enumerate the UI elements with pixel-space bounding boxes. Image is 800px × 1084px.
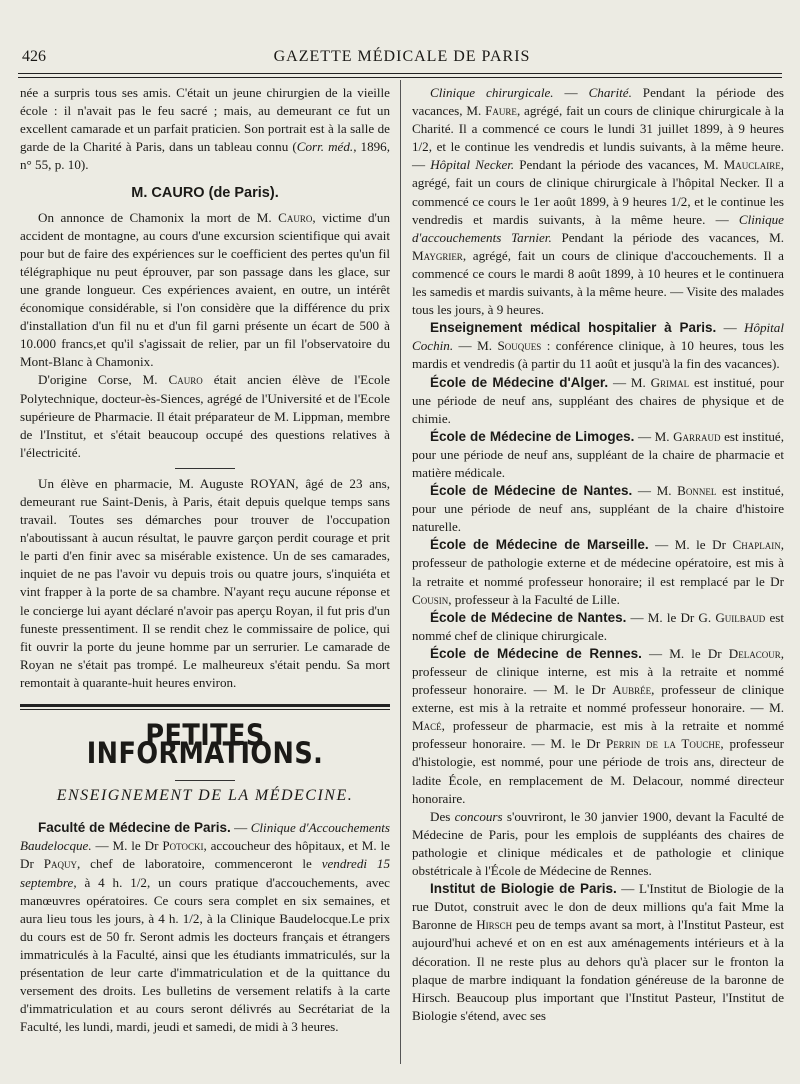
obituary-heading: M. CAURO (de Paris). xyxy=(131,185,279,202)
obituary-paragraph-1: On annonce de Chamonix la mort de M. Cauro, victime d'un accident de montagne, au cours d'une excursion scientifique qui avait pour but de faire des expériences sur le coefficient des pertes qu'un fil télégraphique nu peut éprouver, par son passage dans les glace, sur une grande longueur. Ces expériences avaient, en outre, un intérêt économique considérable, si l'on considère que la différence du prix d'installation d'un fil nu et d'un fil garni présente un écart de 500 à 10.000 francs,et qu'il s'agissait de relier, par un fil l'observatoire du Mont-Blanc à Chamonix. xyxy=(20,209,390,370)
obituary-continuation: née a surpris tous ses amis. C'était un jeune chirurgien de la vieille école : il n'avait pas le feu sacré ; mais, au demeurant ce fut un excellent camarade et un parfait praticien. Son portrait est à la salle de garde de la Charité à Paris, dans un tableau connu (Corr. méd., 1896, n° 55, p. 10). xyxy=(20,85,390,173)
institut-biologie-paragraph: Institut de Biologie de Paris. — L'Institut de Biologie de la rue Dutot, construit avec le don de deux millions qu'a fait Mme la Baronne de Hirsch peu de temps avant sa mort, à l'Institut Pasteur, est aujourd'hui achevé et on en est aux aménagements intérieurs et à la décoration. Il ne reste plus au dehors qu'à placer sur le fronton la plaque de marbre indiquant la fondation généreuse de la baronne de Hirsch. Beaucoup plus important que l'Institut Pasteur, l'Institut de Biologie s'étend, avec ses xyxy=(412,881,785,1023)
obituary-paragraph-2: D'origine Corse, M. Cauro était ancien élève de l'Ecole Polytechnique, docteur-ès-Siences, agrégé de l'Université et de l'Ecole supérieure de Pharmacie. Il était préparateur de M. Lippman, membre de l'Institut, et s'était beaucoup occupé des questions relatives à l'électricité. xyxy=(20,372,390,460)
ecole-alger-paragraph: École de Médecine d'Alger. — M. Grimal est institué, pour une période de neuf ans, suppléant des chaires de physique et de chimie. xyxy=(412,374,784,426)
section-subtitle: ENSEIGNEMENT DE LA MÉDECINE. xyxy=(56,787,354,805)
left-column xyxy=(20,84,390,1036)
ecole-marseille-paragraph: École de Médecine de Marseille. — M. le Dr Chaplain, professeur de pathologie externe et de médecine opératoire, est mis à la retraite et nommé professeur honoraire; il est remplacé par le Dr Cousin, professeur à la Faculté de Lille. xyxy=(412,537,784,607)
page-header xyxy=(22,48,782,74)
right-column xyxy=(412,84,784,1025)
enseignement-hospitalier-paragraph: Enseignement médical hospitalier à Paris. — Hôpital Cochin. — M. Souques : conférence clinique, à 10 heures, tous les mardis et vendredis (à partir du 11 août et jusqu'à la fin des vacances). xyxy=(412,320,784,372)
section-rule-top xyxy=(20,704,390,707)
section-rule-bottom xyxy=(20,709,390,710)
concours-paragraph: Des concours s'ouvriront, le 30 janvier 1900, devant la Faculté de Médecine de Paris, pour les emplois de suppléants des chaires de pathologie et clinique médicales et de pathologie et clinique obstétricale à l'École de Médecine de Rennes. xyxy=(412,808,784,879)
clinique-chirurgicale-paragraph: Clinique chirurgicale. — Charité. Pendant la période des vacances, M. Faure, agrégé, fait un cours de clinique chirurgicale à la Charité. Il a commencé ce cours le lundi 31 juillet 1899, à 9 heures 1/2, et le continue les vendredis et lundis suivants, à la même heure. — Hôpital Necker. Pendant la période des vacances, M. Mauclaire, agrégé, fait un cours de clinique chirurgicale à l'hôpital Necker. Il a commencé ce cours le 1er août 1899, à 9 heures 1/2, et le continue les vendredis et mardis suivants, à la même heure. — Clinique d'accouchements Tarnier. Pendant la période des vacances, M. Maygrier, agrégé, fait un cours de clinique d'accouchements. Il a commencé ce cours le mardi 8 août 1899, à 10 heures et le continuera les samedis et mardis suivants, à la même heure. — Visite des malades tous les jours, à 9 heures. xyxy=(412,85,784,318)
column-divider xyxy=(400,80,401,1064)
news-paragraph-royan: Un élève en pharmacie, M. Auguste ROYAN, âgé de 23 ans, demeurant rue Saint-Denis, à Paris, était depuis quelque temps sans travail. Toutes ses démarches pour trouver de l'occupation n'aboutissant à aucun résultat, le pauvre garçon perdit courage et prit le parti d'en finir avec sa misérable existence. Un de ses camarades, inquiet de ne pas l'avoir vu depuis trois ou quatre jours, s'inquiéta et vint frapper à la porte de sa chambre. N'ayant reçu aucune réponse et le concierge lui ayant déclaré n'avoir pas aperçu Royan, il fut pris d'un funeste pressentiment. Il se rendit chez le commissaire de police, qui fit ouvrir la porte du jeune homme par un serrurier. Le camarade de Royan ne s'était pas trompé. Le malheureux s'était pendu. Sa mort remontait à quarante-huit heures environ. xyxy=(20,475,390,690)
subtitle-rule xyxy=(175,780,235,781)
faculte-paris-paragraph: Faculté de Médecine de Paris. — Clinique d'Accouchements Baudelocque. — M. le Dr Potocki, accoucheur des hôpitaux, et M. le Dr Paquy, chef de laboratoire, commenceront le vendredi 15 septembre, à 4 h. 1/2, un cours pratique d'accouchements, avec manœuvres opératoires. Ce cours sera complet en six semaines, et aura lieu tous les jours, à 4 h. 1/2, à la Clinique Baudelocque.Le prix du cours est de 50 fr. Seront admis les docteurs français et étrangers immatriculés à la Faculté, ainsi que les étudiants immatriculés, sur la présentation de leur carte d'immatriculation et de la quittance du versement des droits. Les bulletins de versement relatifs à la carte d'immatriculation et au cours seront délivrés au Secrétariat de la Faculté, les lundi, mardi, jeudi et samedi, de midi à 3 heures. xyxy=(20,820,391,1035)
section-title: PETITES INFORMATIONS. xyxy=(86,718,324,771)
ecole-rennes-paragraph: École de Médecine de Rennes. — M. le Dr Delacour, professeur de clinique interne, est mis à la retraite et nommé professeur honoraire. — M. le Dr Aubrée, professeur de clinique externe, est mis à la retraite et nommé professeur honoraire. — M. Macé, professeur de pharmacie, est mis à la retraite et nommé professeur honoraire. — M. le Dr Perrin de la Touche, professeur d'histologie, est nommé, pour une période de trois ans, directeur de ladite École, en remplacement de M. Delacour, nommé directeur honoraire. xyxy=(412,645,784,806)
ecole-limoges-paragraph: École de Médecine de Limoges. — M. Garraud est institué, pour une période de neuf ans, suppléant de la chaire de pharmacie et matière médicale. xyxy=(412,428,784,480)
header-rule xyxy=(18,73,782,78)
ecole-nantes-paragraph-1: École de Médecine de Nantes. — M. Bonnel est institué, pour une période de neuf ans, suppléant de la chaire d'histoire naturelle. xyxy=(412,483,784,535)
page-number: 426 xyxy=(22,48,46,65)
separator-rule xyxy=(175,468,235,469)
running-title: GAZETTE MÉDICALE DE PARIS xyxy=(273,48,531,65)
ecole-nantes-paragraph-2: École de Médecine de Nantes. — M. le Dr G. Guilbaud est nommé chef de clinique chirurgicale. xyxy=(412,609,784,643)
